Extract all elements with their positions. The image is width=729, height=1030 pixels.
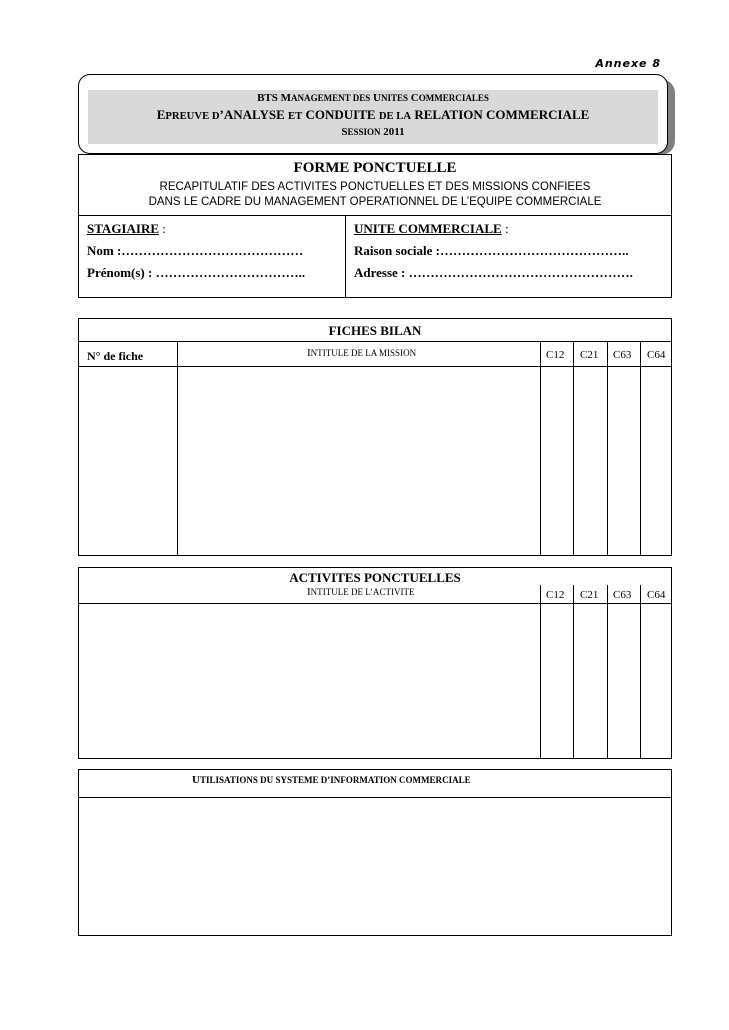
unite-column: UNITE COMMERCIALE : Raison sociale :…………………………………….. Adresse : ……………………………………………. — [354, 221, 633, 287]
column-header-competence: C12 — [546, 349, 565, 361]
section-subtitle-1: RECAPITULATIF DES ACTIVITES PONCTUELLES ET DES MISSIONS CONFIEES — [159, 181, 591, 193]
activites-ponctuelles-table — [78, 567, 672, 759]
utilisations-sic-section — [78, 769, 672, 936]
divider — [79, 341, 671, 342]
section-title: FORME PONCTUELLE — [293, 160, 457, 176]
divider — [177, 341, 178, 555]
section-title: ACTIVITES PONCTUELLES — [289, 570, 461, 585]
column-header-competence: C63 — [613, 349, 632, 361]
column-header-competence: C63 — [613, 589, 632, 601]
column-header-intitule: INTITULE DE L’ACTIVITE — [307, 586, 415, 598]
forme-ponctuelle-section — [78, 154, 672, 298]
unite-label: UNITE COMMERCIALE — [354, 221, 502, 236]
divider — [79, 215, 671, 216]
prenom-field[interactable]: Prénom(s) : …………………………….. — [87, 265, 306, 280]
divider — [79, 366, 671, 367]
fiches-bilan-table — [78, 318, 672, 556]
divider — [345, 215, 346, 297]
divider — [607, 341, 608, 555]
header-banner — [88, 90, 658, 144]
header-line-1: BTS MANAGEMENT DES UNITES COMMERCIALES — [257, 92, 489, 104]
adresse-field[interactable]: Adresse : ……………………………………………. — [354, 265, 633, 280]
divider — [540, 341, 541, 555]
stagiaire-column: STAGIAIRE : Nom :…………………………………… Prénom(s) : …………………………….. — [87, 221, 305, 287]
stagiaire-label: STAGIAIRE — [87, 221, 160, 236]
divider — [573, 341, 574, 555]
header-line-3: SESSION 2011 — [341, 126, 405, 138]
column-header-competence: C21 — [580, 589, 599, 601]
annexe-label: Annexe 8 — [595, 57, 661, 70]
column-header-competence: C64 — [647, 349, 666, 361]
divider — [79, 603, 671, 604]
column-header-num-fiche: N° de fiche — [87, 349, 144, 363]
column-header-intitule: INTITULE DE LA MISSION — [307, 347, 417, 359]
divider — [607, 585, 608, 758]
column-header-competence: C21 — [580, 349, 599, 361]
header-line-2: EPREUVE D’ANALYSE ET CONDUITE DE LA RELATION COMMERCIALE — [156, 107, 590, 122]
divider — [640, 585, 641, 758]
section-title: FICHES BILAN — [328, 323, 422, 338]
raison-sociale-field[interactable]: Raison sociale :…………………………………….. — [354, 243, 629, 258]
column-header-competence: C64 — [647, 589, 666, 601]
section-title: UTILISATIONS DU SYSTEME D’INFORMATION COMMERCIALE — [192, 774, 471, 786]
nom-field[interactable]: Nom :…………………………………… — [87, 243, 304, 258]
divider — [79, 797, 671, 798]
divider — [640, 341, 641, 555]
divider — [573, 585, 574, 758]
column-header-competence: C12 — [546, 589, 565, 601]
divider — [540, 585, 541, 758]
section-subtitle-2: DANS LE CADRE DU MANAGEMENT OPERATIONNEL DE L’EQUIPE COMMERCIALE — [148, 196, 602, 208]
header-box — [78, 74, 668, 154]
